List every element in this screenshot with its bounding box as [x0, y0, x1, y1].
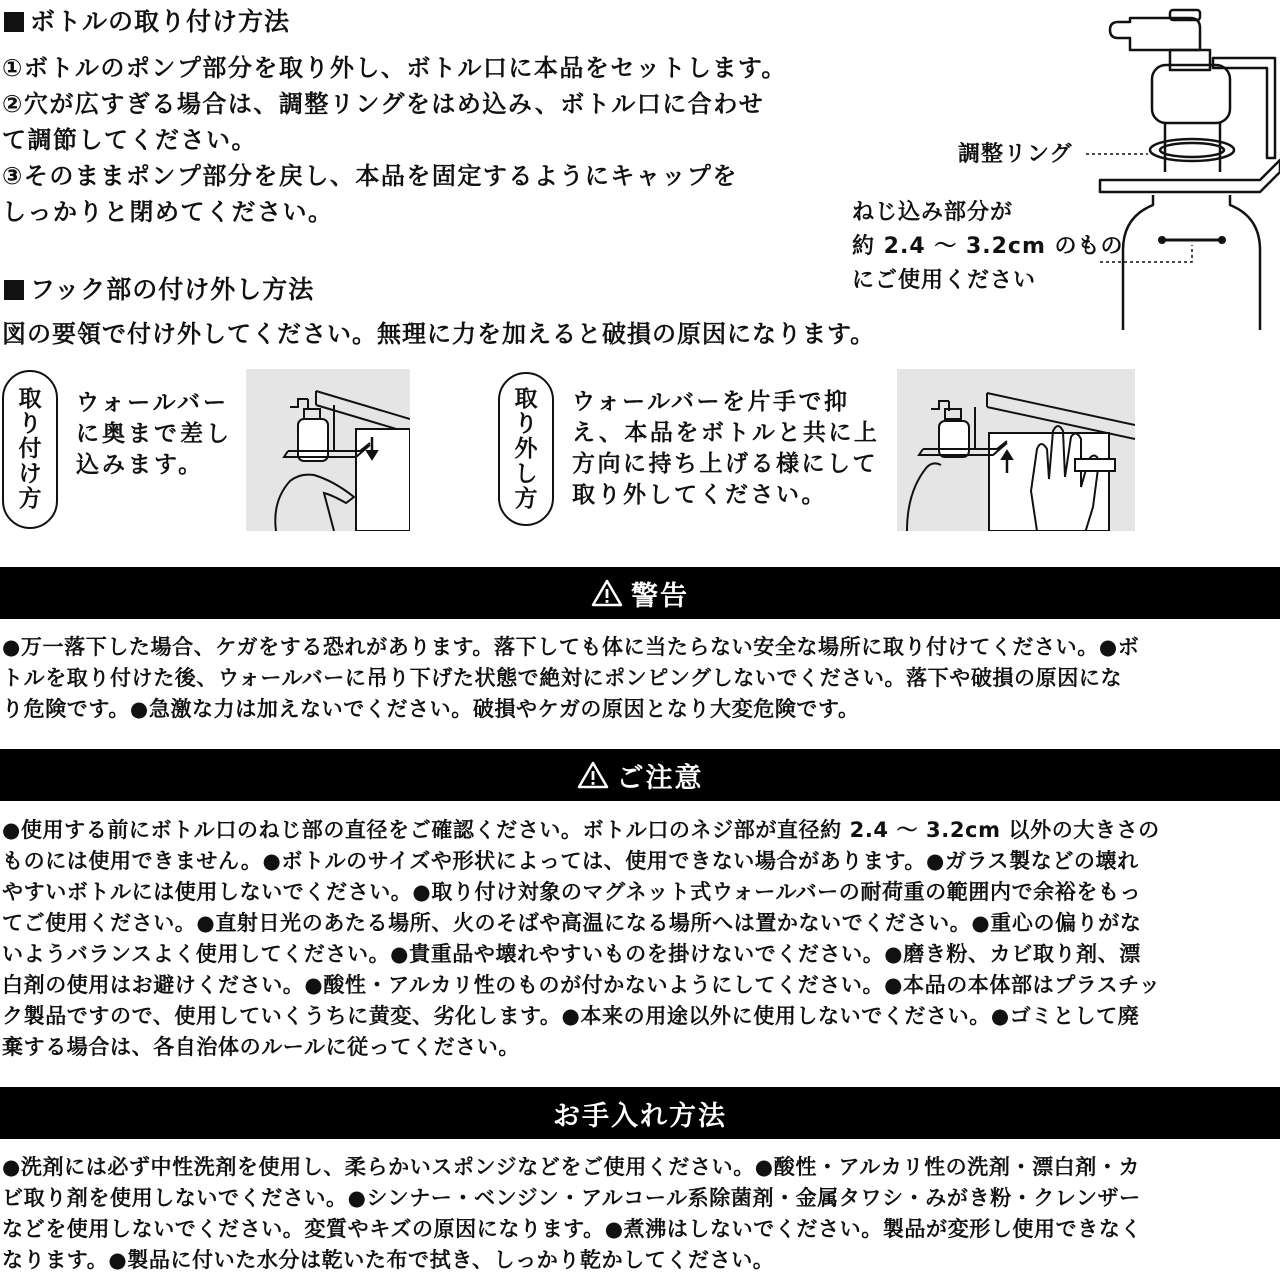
warning-banner	[0, 567, 1280, 619]
warning-text: ●万一落下した場合、ケガをする恐れがあります。落下しても体に当たらない安全な場所に取り付けてください。●ボ トルを取り付けた後、ウォールバーに吊り下げた状態で絶対にポンピングしないでください。落下や破損の原因にな り危険です。●急激な力は加えないでください。破損やケガの原因となり大変危険です。	[2, 635, 1140, 721]
bottle-step-line: て調節してください。	[2, 126, 257, 154]
heading-square	[4, 12, 24, 32]
bottle-diagram	[830, 0, 1280, 330]
remove-diagram-graphic	[897, 369, 1135, 531]
screw-label-line: 約 2.4 ～ 3.2cm のもの	[852, 234, 1124, 259]
attach-method-badge: 取 り 付 け 方	[2, 370, 58, 529]
hook-intro: 図の要領で付け外してください。無理に力を加えると破損の原因になります。	[2, 320, 876, 348]
caution-banner	[0, 749, 1280, 801]
bottle-step-line: ③そのままポンプ部分を戻し、本品を固定するようにキャップを	[2, 162, 738, 190]
warning-triangle-icon	[577, 761, 609, 789]
remove-illustration	[897, 369, 1135, 531]
bottle-step-line: ②穴が広すぎる場合は、調整リングをはめ込み、ボトル口に合わせ	[2, 90, 765, 118]
hook-section-heading: フック部の付け外し方法	[4, 270, 314, 306]
bottle-section-heading: ボトルの取り付け方法	[4, 2, 290, 38]
warning-triangle-icon	[591, 579, 623, 607]
remove-instructions: ウォールバーを片手で抑 え、本品をボトルと共に上 方向に持ち上げる様にして 取り外してください。	[572, 389, 880, 508]
heading-square	[4, 280, 24, 300]
bottle-step-line: しっかりと閉めてください。	[2, 198, 334, 226]
care-banner	[0, 1087, 1280, 1139]
care-title: お手入れ方法	[553, 1100, 727, 1132]
attach-illustration	[246, 369, 410, 531]
screw-label-line: にご使用ください	[852, 268, 1037, 293]
caution-title: ご注意	[616, 762, 704, 794]
ring-label: 調整リング	[958, 142, 1073, 167]
remove-method-badge: 取 り 外 し 方	[498, 372, 554, 526]
warning-title: 警告	[631, 580, 689, 612]
care-text: ●洗剤には必ず中性洗剤を使用し、柔らかいスポンジなどをご使用ください。●酸性・アルカリ性の洗剤・漂白剤・カ ビ取り剤を使用しないでください。●シンナー・ベンジン・アルコール系除菌剤・金属タワシ・みがき粉・クレンザー などを使用しないでください。変質やキズの原因になります。●煮沸はしないでください。製品が変形し使用できなく なります。●製品に付いた水分は乾いた布で拭き、しっかり乾かしてください。	[2, 1155, 1143, 1272]
attach-instructions: ウォールバー に奥まで差し 込みます。	[76, 390, 232, 478]
attach-diagram-graphic	[246, 369, 410, 531]
screw-label-line: ねじ込み部分が	[852, 200, 1014, 225]
bottle-step-line: ①ボトルのポンプ部分を取り外し、ボトル口に本品をセットします。	[2, 54, 787, 82]
bottle-section	[0, 0, 830, 230]
caution-text: ●使用する前にボトル口のねじ部の直径をご確認ください。ボトル口のネジ部が直径約 2.4 ～ 3.2cm 以外の大きさの ものには使用できません。●ボトルのサイズや形状によっては、使用できない場合があります。●ガラス製などの壊れ やすいボトルには使用しないでください。●取り付け対象のマグネット式ウォールバーの耐荷重の範囲内で余裕をもっ てご使用ください。●直射日光のあたる場所、火のそばや高温になる場所へは置かないでください。●重心の偏りがな いようバランスよく使用してください。●貴重品や壊れやすいものを掛けないでください。●磨き粉、カビ取り剤、漂 白剤の使用はお避けください。●酸性・アルカリ性のものが付かないようにしてください。●本品の本体部はプラスチッ ク製品ですので、使用していくうちに黄変、劣化します。●本来の用途以外に使用しないでください。●ゴミとして廃 棄する場合は、各自治体のルールに従ってください。	[2, 818, 1161, 1059]
